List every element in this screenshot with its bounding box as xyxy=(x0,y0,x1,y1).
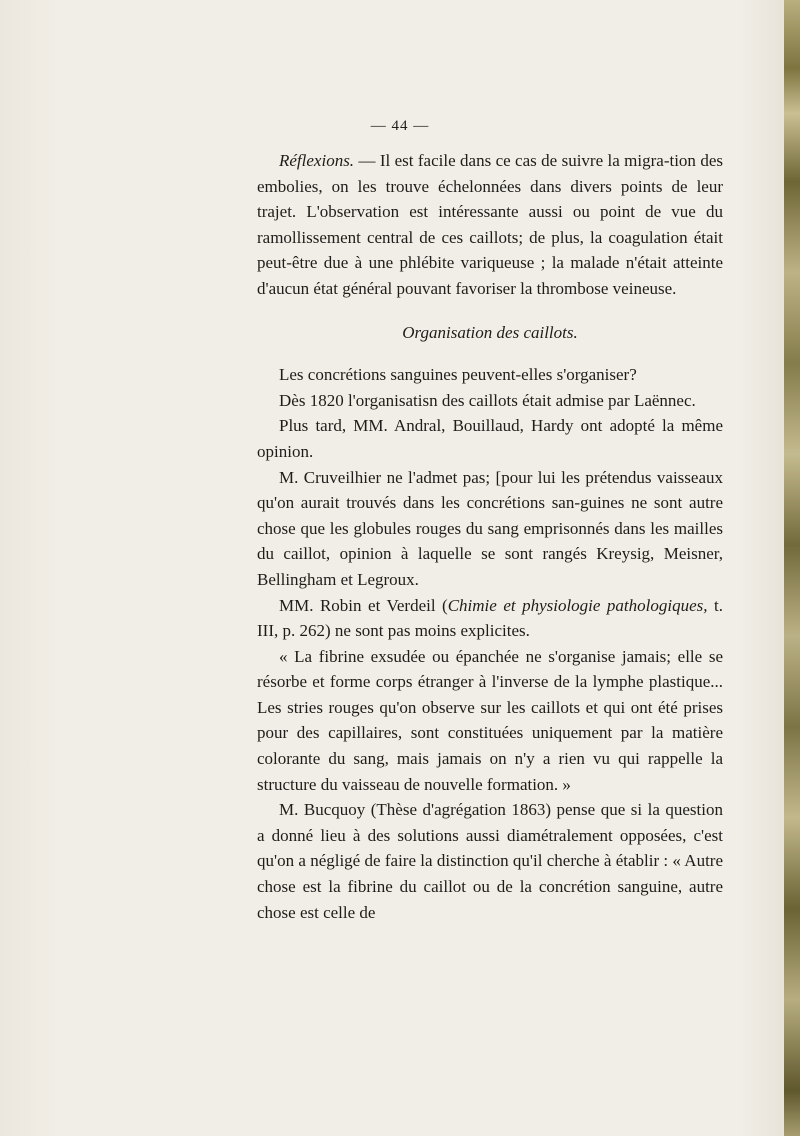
reflexions-paragraph xyxy=(257,148,723,302)
paragraph-5-end: t. III, p. 262) ne sont pas moins explicites. xyxy=(257,595,723,641)
paragraph-5 xyxy=(257,593,723,644)
paragraph-6-quote: « La fibrine exsudée ou épanchée ne s'organise jamais; elle se résorbe et forme corps étranger à l'inverse de la lymphe plastique... Les stries rouges qu'on observe sur les caillots et qui ont été prises pour des capillaires, sont constituées uniquement par la matière colorante du sang, mais jamais on n'y a rien vu qui rappelle la structure du vaisseau de nouvelle formation. » xyxy=(257,646,723,794)
page-edge-strip xyxy=(784,0,800,1136)
reflexions-label: Réflexions. xyxy=(279,151,355,170)
paragraph-3: Plus tard, MM. Andral, Bouillaud, Hardy ont adopté la même opinion. xyxy=(257,416,723,461)
text-body xyxy=(257,148,723,925)
paragraph-4: M. Cruveilhier ne l'admet pas; [pour lui les prétendus vaisseaux qu'on aurait trouvés dans les concrétions san-guines ne sont autre chose que les globules rouges du sang emprisonnés dans les mailles du caillot, opinion à laquelle se sont rangés Kreysig, Meisner, Bellingham et Legroux. xyxy=(257,467,723,589)
paragraph-5-citation: Chimie et physiologie pathologiques, xyxy=(447,595,708,615)
section-heading: Organisation des caillots. xyxy=(402,322,578,342)
paragraph-7: M. Bucquoy (Thèse d'agrégation 1863) pense que si la question a donné lieu à des solutions aussi diamétralement opposées, c'est qu'on a négligé de faire la distinction qu'il cherche à établir : « Autre chose est la fibrine du caillot ou de la concrétion sanguine, autre chose est celle de xyxy=(257,800,723,922)
page-number: — 44 — xyxy=(370,118,430,134)
paragraph-1: Les concrétions sanguines peuvent-elles s'organiser? xyxy=(279,365,637,385)
paragraph-5-start: MM. Robin et Verdeil ( xyxy=(279,595,448,615)
paragraph-2: Dès 1820 l'organisatisn des caillots était admise par Laënnec. xyxy=(279,390,696,410)
reflexions-text: — Il est facile dans ce cas de suivre la migra-tion des embolies, on les trouve échelonnées dans divers points de leur trajet. L'observation est intéressante aussi ou point de vue du ramollissement central de ces caillots; de plus, la coagulation était peut-être due à une phlébite variqueuse ; la malade n'était atteinte d'aucun état général pouvant favoriser la thrombose veineuse. xyxy=(257,151,723,298)
